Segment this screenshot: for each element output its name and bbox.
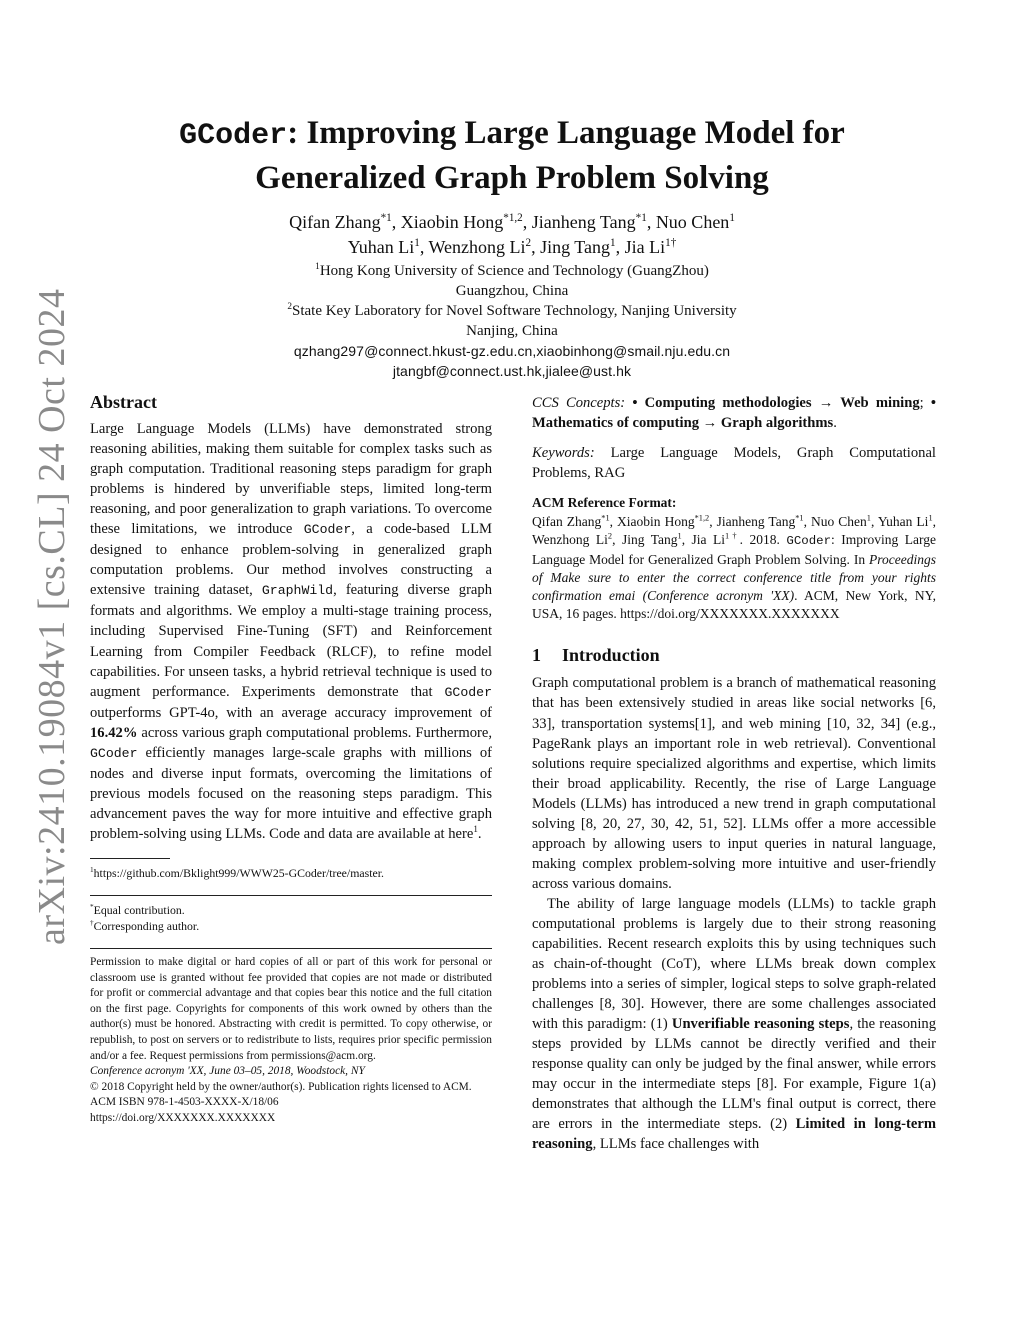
ref-author: , Wenzhong Li [532, 514, 936, 548]
right-column [532, 393, 936, 1155]
abstract-text: . [477, 825, 482, 842]
keywords [532, 443, 936, 483]
abstract-text: outperforms GPT-4o, with an average accuracy improvement of [90, 704, 492, 721]
ccs-sep: ; [919, 395, 931, 411]
isbn-line: ACM ISBN 978-1-4503-XXXX-X/18/06 [90, 1096, 279, 1109]
acm-ref-body [532, 513, 936, 623]
affiliation-name: Hong Kong University of Science and Technology (GuangZhou) [319, 263, 709, 279]
author-sup: 1 [729, 212, 735, 224]
author-sup: 1 [414, 237, 420, 249]
author-sep: , [391, 212, 401, 232]
note-text: Corresponding author. [93, 918, 200, 933]
code-term: GCoder [90, 745, 138, 761]
accuracy-figure: 16.42% [90, 724, 138, 741]
ref-author: , Yuhan Li [870, 514, 929, 530]
note-mark: † [90, 918, 94, 928]
conference-line: Conference acronym 'XX, June 03–05, 2018, Woodstock, NY [90, 1065, 365, 1078]
abstract-text: Large Language Models (LLMs) have demonstrated strong reasoning abilities, making them suitable for complex tasks such as graph computation. Traditional reasoning steps paradigm for graph problems is hindered by unverifiable steps, limited long-term reasoning, and poor generalization to graph variations. To overcome these limitations, we introduce [90, 421, 492, 538]
footnote-url [90, 865, 492, 881]
ref-title: : Improving Large Language Model for Generalized Graph Problem Solving. In [532, 532, 936, 567]
affiliation-sup: 1 [315, 262, 320, 272]
note-corresponding [90, 918, 492, 934]
ref-sup: 2 [607, 531, 613, 541]
author-sup: 1 [610, 237, 616, 249]
author-sep: , [646, 212, 656, 232]
author-sup: 2 [525, 237, 532, 249]
author-sep: , [615, 237, 625, 257]
permission-divider [90, 948, 492, 949]
notes-divider [90, 895, 492, 896]
ccs-label: CCS Concepts: [532, 395, 626, 411]
ref-tail: . ACM, New York, NY, USA, 16 pages. https://doi.org/XXXXXXX.XXXXXXX [532, 588, 937, 622]
author-name: Yuhan Li [347, 237, 415, 257]
ref-author: , Jing Tang [612, 532, 678, 548]
author-sep: , [522, 212, 532, 232]
note-equal [90, 902, 492, 918]
abstract-text: across various graph computational problems. Furthermore, [137, 724, 492, 741]
footnote-mark[interactable]: 1 [473, 824, 478, 835]
section-number: 1 [532, 645, 541, 666]
email-line-1[interactable]: qzhang297@connect.hkust-gz.edu.cn,xiaobinhong@smail.nju.edu.cn [293, 343, 731, 359]
affiliation-sup: 2 [287, 302, 292, 312]
abstract-heading: Abstract [90, 392, 157, 412]
author-name: Jianheng Tang [531, 212, 636, 232]
ref-proceedings: Proceedings of Make sure to enter the correct conference title from your rights confirmation emai (Conference acronym 'XX) [532, 551, 936, 603]
author-sep: , [419, 237, 429, 257]
affiliation-1 [90, 261, 934, 281]
ref-author: Qifan Zhang [532, 514, 602, 530]
acm-ref-heading: ACM Reference Format: [532, 495, 677, 511]
keywords-label: Keywords: [532, 445, 595, 462]
affiliations [90, 261, 934, 341]
keywords-text: Large Language Models, Graph Computational Problems, RAG [532, 445, 936, 482]
title-line1: : Improving Large Language Model for [287, 115, 845, 151]
ccs-end: . [833, 415, 837, 432]
note-mark: * [90, 902, 94, 912]
author-line-1 [90, 210, 934, 235]
intro-text: , LLMs face challenges with [592, 1136, 760, 1153]
affiliation-2-city: Nanjing, China [466, 323, 558, 339]
ref-author: , Jianheng Tang [709, 514, 796, 530]
affiliation-1-city: Guangzhou, China [455, 283, 569, 299]
ccs-item: • Computing methodologies → Web mining [632, 395, 920, 411]
affiliation-2 [90, 301, 934, 321]
title-line2: Generalized Graph Problem Solving [255, 160, 769, 196]
ref-author: , Jia Li [681, 532, 726, 548]
author-name: Jia Li [624, 237, 666, 257]
doi-line[interactable]: https://doi.org/XXXXXXX.XXXXXXX [90, 1111, 276, 1124]
ref-sup: 1 [677, 531, 682, 541]
permission-text: Permission to make digital or hard copies of all or part of this work for personal or classroom use is granted without fee provided that copies are not made or distributed for profit or commercial advantage and that copies bear this notice and the full citation on the first page. Copyrights for components of this work owned by others than the author(s) must be honored. Abstracting with credit is permitted. To copy otherwise, or republish, to post on servers or to redistribute to lists, requires prior specific permission and/or a fee. Request permissions from permissions@acm.org. [90, 955, 492, 1062]
author-name: Qifan Zhang [289, 212, 381, 232]
ref-sup: 1† [725, 531, 740, 541]
intro-emphasis: Limited in long-term reasoning [532, 1116, 936, 1153]
footnote-divider [90, 858, 170, 859]
intro-text: , the reasoning steps provided by LLMs cannot be directly verified and their response quality can only be judged by the final answer, while errors may occur in the intermediate steps [8]. For example, Figure 1(a) demonstrates that although the LLM's final output is correct, there are errors in the intermediate steps. (2) [532, 1016, 936, 1133]
arxiv-stamp: arXiv:2410.19084v1 [cs.CL] 24 Oct 2024 [31, 288, 73, 945]
ccs-item: • Mathematics of computing → Graph algorithms [532, 395, 937, 432]
title-code-name: GCoder [179, 119, 288, 153]
code-term: GCoder [444, 684, 492, 700]
intro-paragraph-1: Graph computational problem is a branch of mathematical reasoning that has been extensively studied in areas like social networks [6, 33], transportation systems[1], and web mining [10, 32, 34] (e.g., PageRank plays an important role in web retrieval). Conventional solutions require specialized algorithms and expertise, which limits their broad applicability. Recently, the rise of Large Language Models (LLMs) has introduced a new trend in graph computational solving [8, 20, 27, 30, 42, 51, 52]. LLMs offer a more accessible approach by allowing users to input queries in natural language, making complex problem-solving more intuitive and user-friendly across various domains. [532, 675, 936, 892]
code-term: GCoder [303, 522, 352, 538]
abstract-body [90, 419, 492, 844]
author-name: Wenzhong Li [428, 237, 526, 257]
code-term: GraphWild [261, 583, 334, 599]
left-column [90, 392, 492, 1127]
ref-year: . 2018. [739, 532, 787, 548]
author-sep: , [531, 237, 541, 257]
ref-author: , Nuo Chen [803, 514, 867, 530]
intro-paragraph-2 [532, 894, 936, 1155]
author-list [90, 210, 934, 260]
paper-title [90, 112, 934, 199]
intro-text: The ability of large language models (LLMs) to tackle graph computational problems is largely due to their strong reasoning capabilities. Recent research exploits this by using techniques such as chain-of-thought (CoT), where LLMs break down complex problems into a series of simpler, logical steps to solve graph-related challenges [8, 30]. However, there are some challenges associated with this paradigm: (1) [532, 895, 936, 1033]
email-line-2[interactable]: jtangbf@connect.ust.hk,jialee@ust.hk [392, 363, 632, 379]
ccs-concepts [532, 393, 936, 433]
ref-author: , Xiaobin Hong [609, 514, 695, 530]
affiliation-name: State Key Laboratory for Novel Software Technology, Nanjing University [291, 303, 737, 319]
ref-sup: 1 [928, 513, 933, 523]
ref-sup: 1 [866, 513, 871, 523]
footnote-link[interactable]: https://github.com/Bklight999/WWW25-GCoder/tree/master. [93, 865, 384, 880]
author-name: Xiaobin Hong [400, 212, 504, 232]
author-line-2 [90, 235, 934, 260]
author-name: Nuo Chen [655, 212, 730, 232]
author-name: Jing Tang [540, 237, 611, 257]
footnote-mark: 1 [90, 865, 94, 875]
email-list [90, 341, 934, 381]
author-sup: *1 [635, 212, 647, 224]
ref-sup: *1 [601, 513, 610, 523]
intro-emphasis: Unverifiable reasoning steps [671, 1016, 850, 1033]
section-title: Introduction [562, 645, 660, 666]
author-sup: *1 [380, 212, 392, 224]
ref-sup: *1 [795, 513, 804, 523]
note-text: Equal contribution. [93, 902, 185, 917]
abstract-text: efficiently manages large-scale graphs with millions of nodes and diverse input formats, overcoming the limitations of previous models focused on the reasoning steps paradigm. This advancement paves the way for more intuitive and effective graph problem-solving using LLMs. Code and data are available at here [90, 744, 492, 842]
code-term: GCoder [786, 534, 832, 549]
section-heading-introduction [532, 645, 936, 666]
abstract-text: , featuring diverse graph formats and algorithms. We employ a multi-stage training process, including Supervised Fine-Tuning (SFT) and Reinforcement Learning from Compiler Feedback (RLCF), to refine model capabilities. For unseen tasks, a hybrid retrieval technique is used to augment performance. Experiments demonstrate that [90, 582, 492, 700]
copyright-line: © 2018 Copyright held by the owner/author(s). Publication rights licensed to ACM. [90, 1080, 472, 1093]
ref-sup: *1,2 [694, 513, 710, 523]
author-sup: *1,2 [503, 212, 523, 224]
author-sup: 1† [665, 237, 677, 249]
abstract-text: , a code-based LLM designed to enhance problem-solving in generalized graph computation problems. Our method involves constructing a extensive training dataset, [90, 521, 492, 599]
